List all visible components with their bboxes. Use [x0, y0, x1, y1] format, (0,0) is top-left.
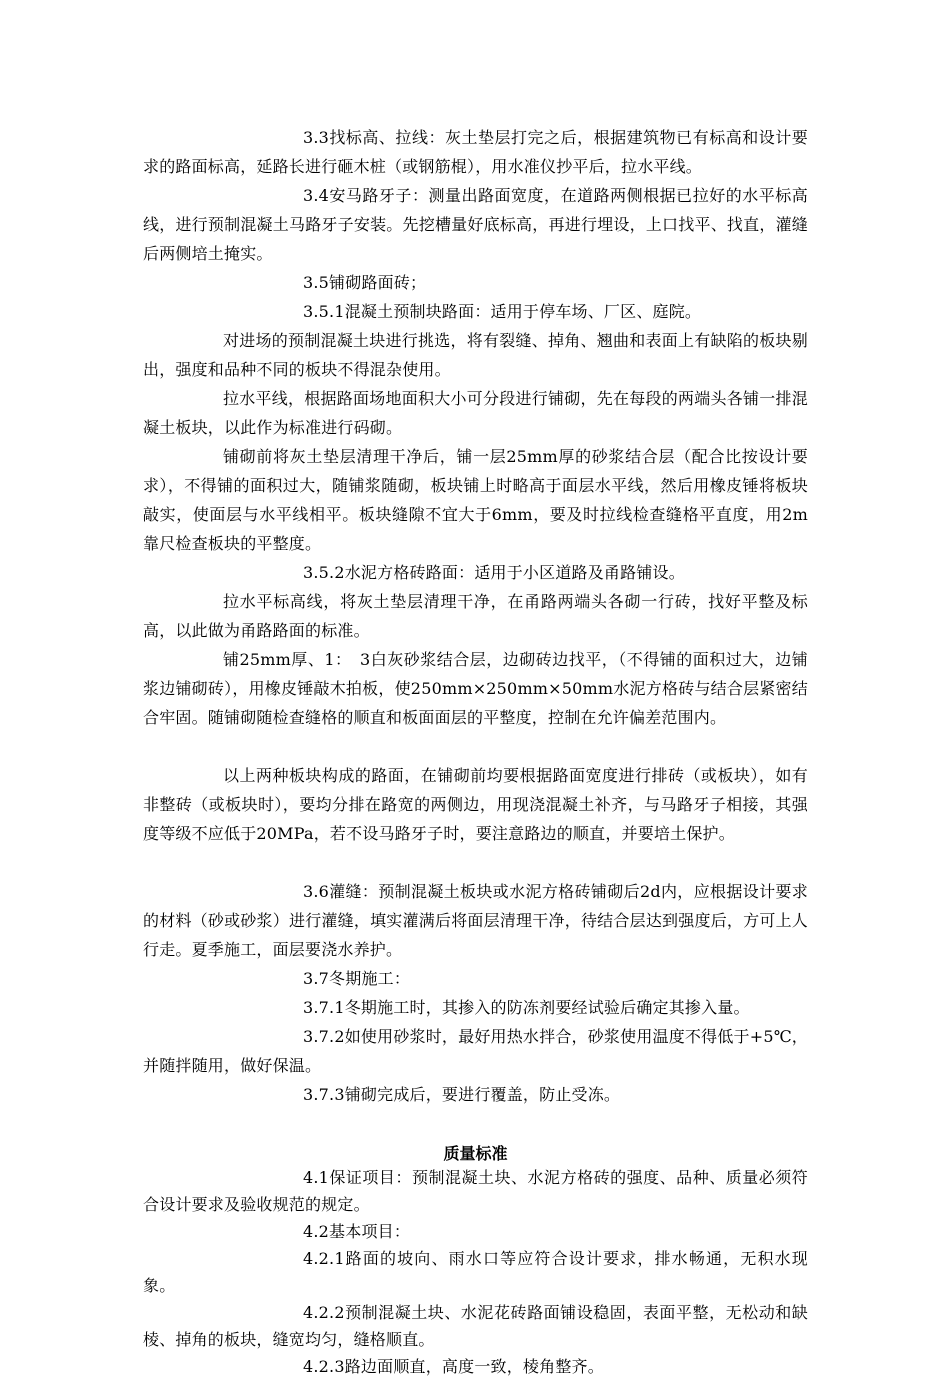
section-number: 3.5.1 [303, 302, 345, 321]
paragraph-text: 铺砌完成后，要进行覆盖，防止受冻。 [344, 1085, 621, 1104]
section-number: 3.7.1 [303, 998, 345, 1017]
paragraph-3-3 [143, 123, 808, 181]
paragraph-text: 水泥方格砖路面：适用于小区道路及甬路铺设。 [344, 563, 685, 582]
paragraph-body [143, 645, 808, 732]
paragraph-text: 如使用砂浆时，最好用热水拌合，砂浆使用温度不得低于+5℃，并随拌随用，做好保温。 [143, 1027, 809, 1075]
paragraph-text: 安马路牙子：测量出路面宽度，在道路两侧根据已拉好的水平标高线，进行预制混凝土马路牙子安装。先挖槽量好底标高，再进行埋设，上口找平、找直，灌缝后两侧培土掩实。 [143, 186, 808, 263]
paragraph-text: 保证项目：预制混凝土块、水泥方格砖的强度、品种、质量必须符合设计要求及验收规范的规定。 [143, 1168, 808, 1214]
paragraph-3-4 [143, 181, 808, 268]
paragraph-text: 以上两种板块构成的路面，在铺砌前均要根据路面宽度进行排砖（或板块），如有非整砖（或板块时），要均分排在路宽的两侧边，用现浇混凝土补齐，与马路牙子相接，其强度等级不应低于20MPa，若不设马路牙子时，要注意路边的顺直，并要培土保护。 [143, 766, 808, 843]
paragraph-text: 拉水平标高线，将灰土垫层清理干净，在甬路两端头各砌一行砖，找好平整及标高，以此做为甬路路面的标准。 [143, 592, 808, 640]
section-number: 3.6 [303, 882, 330, 901]
paragraph-body [143, 326, 808, 384]
section-number: 4.2 [303, 1222, 330, 1241]
section-number: 3.5.2 [303, 563, 345, 582]
paragraph-body [143, 384, 808, 442]
paragraph-4-2-2 [143, 1299, 808, 1353]
paragraph-text: 混凝土预制块路面：适用于停车场、厂区、庭院。 [344, 302, 702, 321]
section-number: 4.2.3 [303, 1357, 345, 1376]
section-heading: 质量标准 [443, 1144, 508, 1163]
section-number: 4.2.1 [303, 1249, 345, 1268]
paragraph-3-5 [143, 268, 808, 297]
paragraph-3-5-1 [143, 297, 808, 326]
paragraph-text: 拉水平线，根据路面场地面积大小可分段进行铺砌，先在每段的两端头各铺一排混凝土板块，以此作为标准进行码砌。 [143, 389, 808, 437]
paragraph-3-7-2 [143, 1022, 808, 1080]
paragraph-4-1 [143, 1164, 808, 1218]
paragraph-body [143, 761, 808, 848]
paragraph-text: 路边面顺直，高度一致，棱角整齐。 [344, 1357, 604, 1376]
paragraph-text: 灌缝：预制混凝土板块或水泥方格砖铺砌后2d内，应根据设计要求的材料（砂或砂浆）进行灌缝，填实灌满后将面层清理干净，待结合层达到强度后，方可上人行走。夏季施工，面层要浇水养护。 [143, 882, 808, 959]
paragraph-3-7-1 [143, 993, 808, 1022]
section-number: 3.7.2 [303, 1027, 345, 1046]
paragraph-text: 预制混凝土块、水泥花砖路面铺设稳固，表面平整，无松动和缺棱、掉角的板块，缝宽均匀，缝格顺直。 [143, 1303, 808, 1349]
paragraph-4-2 [143, 1218, 808, 1245]
paragraph-3-7-3 [143, 1080, 808, 1109]
paragraph-text: 找标高、拉线：灰土垫层打完之后，根据建筑物已有标高和设计要求的路面标高，延路长进行砸木桩（或钢筋棍），用水准仪抄平后，拉水平线。 [143, 128, 808, 176]
paragraph-text: 对进场的预制混凝土块进行挑选，将有裂缝、掉角、翘曲和表面上有缺陷的板块剔出，强度和品种不同的板块不得混杂使用。 [143, 331, 808, 379]
paragraph-3-7 [143, 964, 808, 993]
section-number: 3.7 [303, 969, 330, 988]
paragraph-text: 铺砌前将灰土垫层清理干净后，铺一层25mm厚的砂浆结合层（配合比按设计要求），不得铺的面积过大，随铺浆随砌，板块铺上时略高于面层水平线，然后用橡皮锤将板块敲实，使面层与水平线相平。板块缝隙不宜大于6mm，要及时拉线检查缝格平直度，用2m靠尺检查板块的平整度。 [143, 447, 808, 553]
paragraph-body [143, 442, 808, 558]
paragraph-text: 冬期施工时，其掺入的防冻剂要经试验后确定其掺入量。 [344, 998, 750, 1017]
section-number: 3.5 [303, 273, 330, 292]
paragraph-text: 冬期施工： [329, 969, 411, 988]
section-number: 3.3 [303, 128, 330, 147]
section-number: 4.1 [303, 1168, 330, 1187]
paragraph-text: 路面的坡向、雨水口等应符合设计要求，排水畅通，无积水现象。 [143, 1249, 808, 1295]
paragraph-4-2-3 [143, 1353, 808, 1380]
section-number: 3.7.3 [303, 1085, 345, 1104]
paragraph-text: 铺25mm厚、1： 3白灰砂浆结合层，边砌砖边找平，（不得铺的面积过大，边铺浆边铺砌砖），用橡皮锤敲木拍板，使250mm×250mm×50mm水泥方格砖与结合层紧密结合牢固。随铺砌随检查缝格的顺直和板面面层的平整度，控制在允许偏差范围内。 [143, 650, 808, 727]
paragraph-3-5-2 [143, 558, 808, 587]
paragraph-text: 铺砌路面砖； [329, 273, 427, 292]
paragraph-body [143, 587, 808, 645]
section-number: 3.4 [303, 186, 330, 205]
paragraph-text: 基本项目： [329, 1222, 411, 1241]
section-number: 4.2.2 [303, 1303, 345, 1322]
paragraph-4-2-1 [143, 1245, 808, 1299]
paragraph-3-6 [143, 877, 808, 964]
